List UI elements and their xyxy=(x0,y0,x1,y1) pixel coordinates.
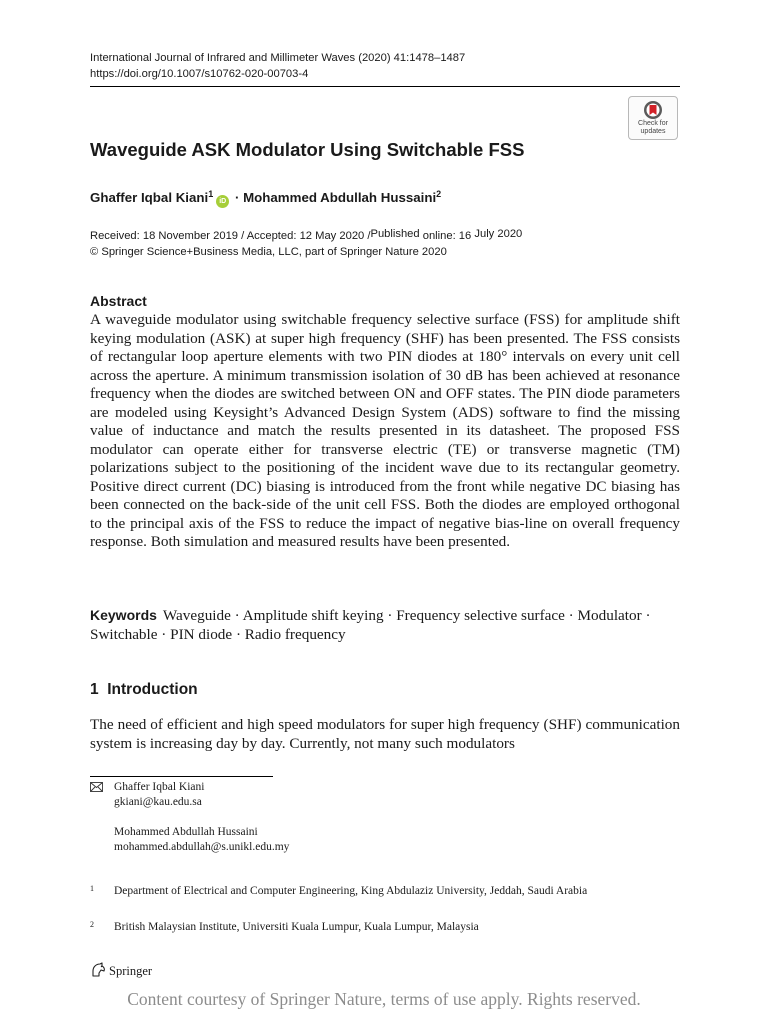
corresponding-author-email-2[interactable]: mohammed.abdullah@s.unikl.edu.my xyxy=(114,841,290,853)
courtesy-notice: Content courtesy of Springer Nature, terms of use apply. Rights reserved. xyxy=(127,989,641,1009)
paper-title: Waveguide ASK Modulator Using Switchable FSS xyxy=(90,139,525,160)
journal-citation xyxy=(90,50,465,66)
received-accepted-dates: Received: 18 November 2019 / Accepted: 12 May 2020 / xyxy=(90,230,371,242)
bookmark-ribbon-icon xyxy=(643,100,663,120)
author-affiliation-marker-1: 1 xyxy=(208,189,214,199)
publisher-logo xyxy=(90,962,152,979)
corresponding-author-email-1[interactable]: gkiani@kau.edu.sa xyxy=(114,796,202,808)
header-divider xyxy=(90,86,680,87)
footnote-divider xyxy=(90,776,273,777)
author-separator: · xyxy=(234,190,240,205)
doi-link[interactable]: https://doi.org/10.1007/s10762-020-00703-4 xyxy=(90,68,309,80)
check-for-updates-badge[interactable] xyxy=(628,96,678,140)
keywords-label: Keywords xyxy=(90,607,157,623)
abstract-body: A waveguide modulator using switchable frequency selective surface (FSS) for amplitude shift keying modulation (ASK) at super high frequency (SHF) has been presented. The FSS consists of rectangular loop aperture elements with two PIN diodes at 180° intervals on every unit cell across the aperture. A minimum transmission isolation of 30 dB has been achieved at resonance frequency when the diodes are switched between ON and OFF states. The PIN diode parameters are modeled using Keysight’s Advanced Design System (ADS) software to find the missing value of inductance and match the results presented in its datasheet. The proposed FSS modulator can operate either for transverse electric (TE) or transverse magnetic (TM) polarizations subject to the positioning of the incident wave due to its rectangular geometry. Positive direct current (DC) biasing is introduced from the front while negative DC biasing has been connected on the back-side of the unit cell FSS. Both the diodes are employed orthogonal to the principal axis of the FSS to reduce the impact of negative bias-line on overall frequency response. Both simulation and measured results have been presented. xyxy=(90,311,680,550)
keywords-section xyxy=(90,606,680,644)
published-online-date: July 2020 xyxy=(474,228,523,240)
author-affiliation-marker-2: 2 xyxy=(436,189,442,199)
affiliation-number-1: 1 xyxy=(90,884,94,893)
badge-label-line2: updates xyxy=(640,128,666,135)
keywords-list: Waveguide · Amplitude shift keying · Frequency selective surface · Modulator · Switchable · PIN diode · Radio frequency xyxy=(90,607,651,643)
author-name-1[interactable]: Ghaffer Iqbal Kiani xyxy=(90,190,209,205)
introduction-heading: 1 Introduction xyxy=(90,681,198,698)
affiliation-number-2: 2 xyxy=(90,920,94,929)
author-name-2[interactable]: Mohammed Abdullah Hussaini xyxy=(243,190,437,205)
affiliation-text-2: British Malaysian Institute, Universiti Kuala Lumpur, Kuala Lumpur, Malaysia xyxy=(114,921,479,933)
springer-horse-icon xyxy=(90,962,106,978)
published-label: Published xyxy=(370,228,420,240)
publisher-name: Springer xyxy=(109,964,153,978)
affiliation-text-1: Department of Electrical and Computer Engineering, King Abdulaziz University, Jeddah, Saudi Arabia xyxy=(114,885,588,897)
author-list xyxy=(90,184,441,208)
corresponding-author-name-2: Mohammed Abdullah Hussaini xyxy=(114,826,258,838)
badge-label-line1: Check for xyxy=(638,120,668,127)
published-online-label: online: 16 xyxy=(422,230,472,242)
journal-name: International Journal of Infrared and Millimeter Waves xyxy=(90,52,356,64)
orcid-icon[interactable]: iD xyxy=(216,195,229,208)
journal-volume-pages: (2020) 41:1478–1487 xyxy=(358,52,466,64)
introduction-body: The need of efficient and high speed modulators for super high frequency (SHF) communication system is increasing day by day. Currently, not many such modulators xyxy=(90,716,680,752)
copyright-notice: © Springer Science+Business Media, LLC, part of Springer Nature 2020 xyxy=(90,246,447,258)
envelope-icon xyxy=(90,782,103,792)
corresponding-author-name-1: Ghaffer Iqbal Kiani xyxy=(114,781,205,793)
publication-dates xyxy=(90,228,522,244)
abstract-heading: Abstract xyxy=(90,293,147,309)
